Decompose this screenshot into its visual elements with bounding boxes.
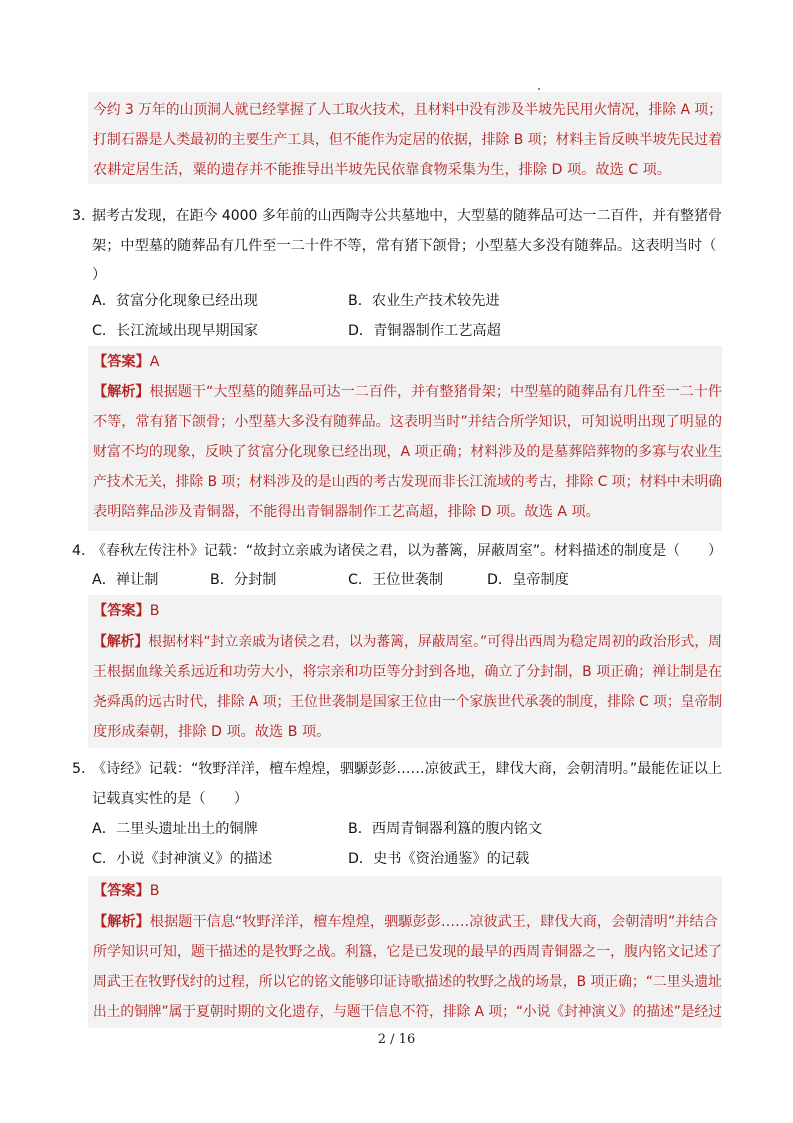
answer-line — [93, 878, 160, 904]
option-d: D．史书《资治通鉴》的记载 — [348, 851, 530, 867]
analysis-line — [93, 379, 722, 405]
answer-value: A — [149, 354, 160, 370]
analysis-line: 产技术无关，排除 B 项；材料涉及的是山西的考古发现而非长江流域的考古，排除 C 项；材料中未明确 — [93, 474, 723, 490]
question-number: 4． — [72, 543, 96, 559]
analysis-line — [93, 909, 718, 935]
answer-value: B — [149, 883, 160, 899]
question-number: 5． — [72, 761, 96, 777]
question-number: 3． — [72, 208, 96, 224]
analysis-line: 所学知识可知，题干描述的是牧野之战。利簋，它是已发现的最早的西周青铜器之一，腹内铭文记述了 — [93, 944, 723, 960]
option-d: D．青铜器制作工艺高超 — [348, 323, 501, 339]
answer-label: 【答案】 — [93, 883, 150, 899]
analysis-line: 表明陪葬品涉及青铜器，不能得出青铜器制作工艺高超，排除 D 项。故选 A 项。 — [93, 504, 600, 520]
question-stem-line: ） — [92, 267, 107, 283]
analysis-line: 周武王在牧野伐纣的过程，所以它的铭文能够印证诗歌描述的牧野之战的场景，B 项正确；“二里头遗址 — [93, 974, 723, 990]
answer-line — [93, 349, 159, 375]
option-b: B．农业生产技术较先进 — [348, 293, 500, 309]
analysis-text: 根据题干信息“牧野洋洋，檀车煌煌，驷騵彭彭……凉彼武王，肆伐大商，会朝清明”并结合 — [149, 914, 718, 930]
option-a: A．禅让制 — [92, 572, 159, 588]
prev-explanation-line: 打制石器是人类最初的主要生产工具，但不能作为定居的依据，排除 B 项；材料主旨反映半坡先民过着 — [93, 132, 722, 148]
question-stem-line: 架；中型墓的随葬品有几件至一二十件不等，常有猪下颌骨；小型墓大多没有随葬品。这表明当时（ — [92, 238, 717, 254]
prev-explanation-line: 今约 3 万年的山顶洞人就已经掌握了人工取火技术，且材料中没有涉及半坡先民用火情况，排除 A 项； — [93, 102, 722, 118]
analysis-label: 【解析】 — [93, 634, 149, 650]
option-c: C．长江流域出现早期国家 — [92, 323, 258, 339]
prev-explanation-line: 农耕定居生活，粟的遗存并不能推导出半坡先民依靠食物采集为生，排除 D 项。故选 C 项。 — [93, 162, 671, 178]
answer-value: B — [149, 603, 160, 619]
option-c: C．王位世袭制 — [348, 572, 444, 588]
analysis-line: 王根据血缘关系远近和功劳大小，将宗亲和功臣等分封到各地，确立了分封制，B 项正确；禅让制是在 — [93, 664, 722, 680]
analysis-line: 出土的铜牌”属于夏朝时期的文化遗存，与题干信息不符，排除 A 项；“小说《封神演义》的描述”是经过 — [93, 1004, 722, 1020]
answer-line — [93, 598, 160, 624]
analysis-text: 根据题干“大型墓的随葬品可达一二百件，并有整猪骨架；中型墓的随葬品有几件至一二十件 — [149, 384, 722, 400]
option-a: A．贫富分化现象已经出现 — [92, 293, 258, 309]
option-b: B．分封制 — [210, 572, 277, 588]
question-stem-line: 记载真实性的是（ ） — [92, 791, 249, 807]
analysis-line: 财富不均的现象，反映了贫富分化现象已经出现，A 项正确；材料涉及的是墓葬陪葬物的多寡与农业生 — [93, 444, 723, 460]
analysis-line: 尧舜禹的远古时代，排除 A 项；王位世袭制是国家王位由一个家族世代承袭的制度，排除 C 项；皇帝制 — [93, 694, 722, 710]
analysis-text: 根据材料“封立亲戚为诸侯之君，以为蕃篱，屏蔽周室。”可得出西周为稳定周初的政治形式，周 — [148, 634, 723, 650]
option-c: C．小说《封神演义》的描述 — [92, 851, 273, 867]
analysis-line: 度形成秦朝，排除 D 项。故选 B 项。 — [93, 724, 331, 740]
stray-mark — [538, 88, 540, 90]
analysis-label: 【解析】 — [93, 384, 150, 400]
analysis-line — [93, 629, 722, 655]
answer-label: 【答案】 — [93, 354, 150, 370]
analysis-line: 不等，常有猪下颌骨；小型墓大多没有随葬品。这表明当时”并结合所学知识，可知说明出现了明显的 — [93, 414, 723, 430]
option-b: B．西周青铜器利簋的腹内铭文 — [348, 821, 543, 837]
question-stem-line: 据考古发现，在距今 4000 多年前的山西陶寺公共墓地中，大型墓的随葬品可达一二百件，并有整猪骨 — [92, 208, 722, 224]
question-stem-line: 《诗经》记载：“牧野洋洋，檀车煌煌，驷騵彭彭……凉彼武王，肆伐大商，会朝清明。”最能佐证以上 — [92, 761, 723, 777]
option-a: A．二里头遗址出土的铜牌 — [92, 821, 258, 837]
question-stem-line: 《春秋左传注朴》记载：“故封立亲戚为诸侯之君，以为蕃篱，屏蔽周室”。材料描述的制度是（ ） — [92, 543, 723, 559]
option-d: D．皇帝制度 — [487, 572, 569, 588]
page-number: 2 / 16 — [377, 1032, 416, 1047]
answer-label: 【答案】 — [93, 603, 150, 619]
analysis-label: 【解析】 — [93, 914, 150, 930]
